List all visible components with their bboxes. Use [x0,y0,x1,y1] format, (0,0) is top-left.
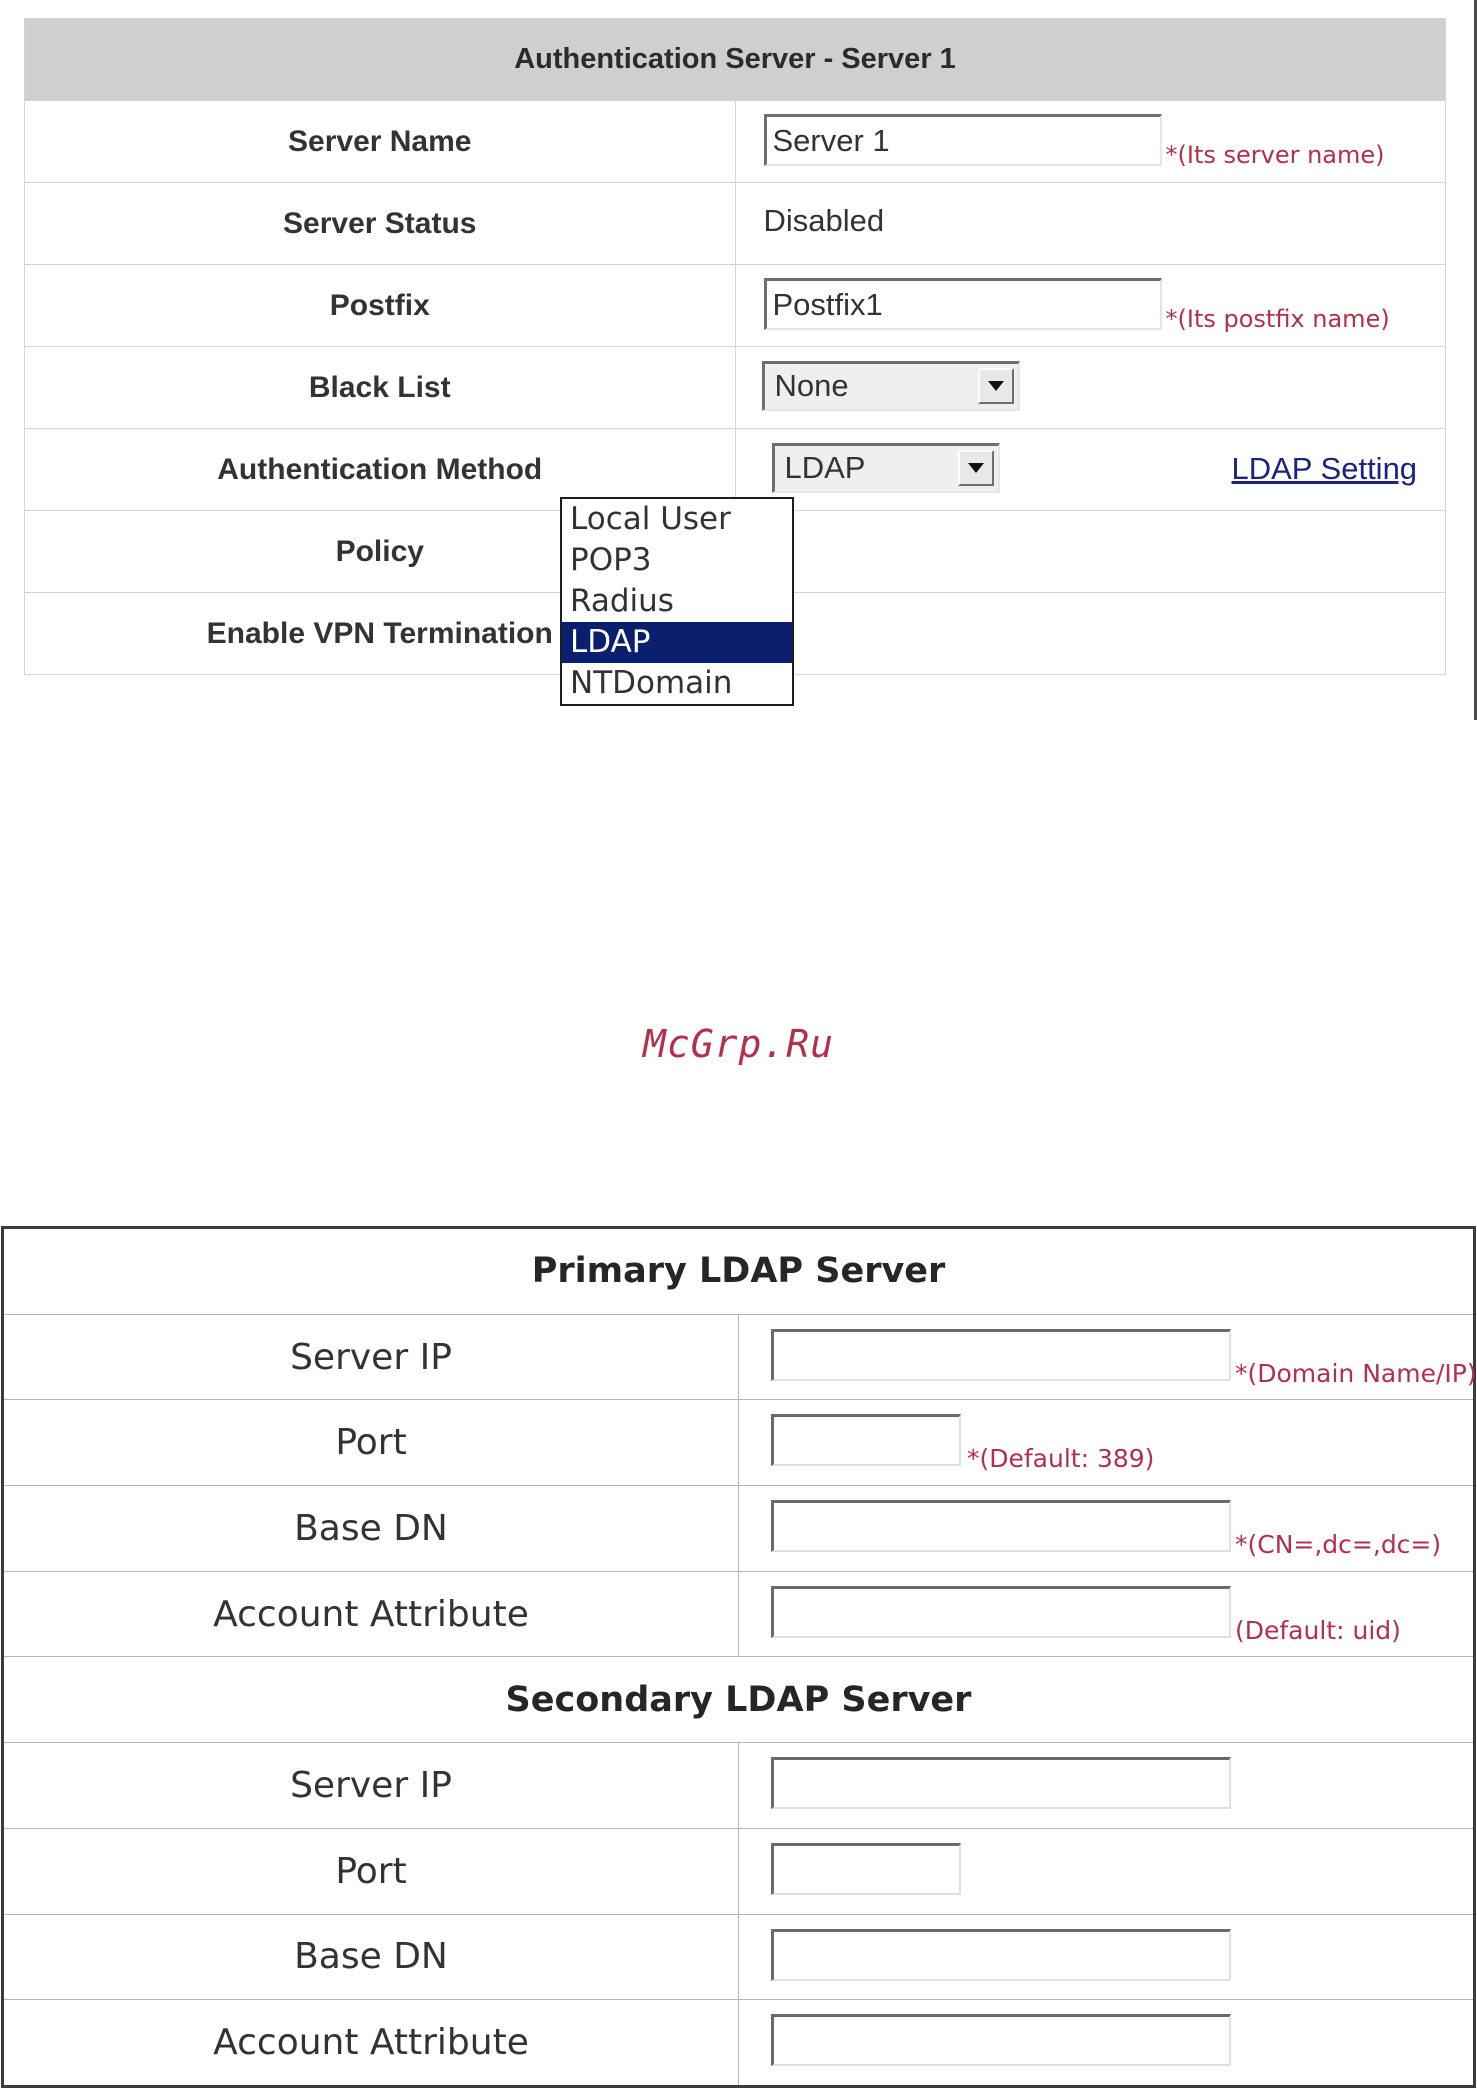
vpn-termination-label: Enable VPN Termination [25,593,736,675]
secondary-server-ip-label: Server IP [3,1743,739,1829]
watermark: McGrp.Ru [642,1022,835,1066]
secondary-base-dn-label: Base DN [3,1914,739,2000]
server-name-hint: *(Its server name) [1165,141,1385,169]
postfix-label: Postfix [25,265,736,347]
secondary-port-label: Port [3,1828,739,1914]
ldap-settings-table [1,1226,1476,2088]
black-list-selected: None [774,368,849,403]
primary-port-hint: *(Default: 389) [967,1444,1155,1474]
auth-method-label: Authentication Method [25,429,736,511]
auth-server-title: Authentication Server - Server 1 [25,19,1446,101]
primary-account-attr-label: Account Attribute [3,1571,739,1657]
primary-base-dn-hint: *(CN=,dc=,dc=) [1235,1530,1442,1560]
server-name-label: Server Name [25,101,736,183]
secondary-base-dn-input[interactable] [771,1929,1231,1981]
server-status-label: Server Status [25,183,736,265]
dropdown-option-radius[interactable]: Radius [570,583,674,619]
primary-base-dn-label: Base DN [3,1486,739,1572]
primary-server-ip-hint: *(Domain Name/IP) [1235,1358,1477,1388]
secondary-account-attr-input[interactable] [771,2014,1231,2066]
auth-method-select[interactable] [772,443,1000,493]
chevron-down-icon[interactable] [958,450,994,486]
server-status-value: Disabled [763,203,885,238]
policy-label: Policy [25,511,736,593]
primary-server-ip-input[interactable] [771,1329,1231,1381]
secondary-server-ip-input[interactable] [771,1757,1231,1809]
postfix-input[interactable] [764,278,1162,330]
primary-port-label: Port [3,1400,739,1486]
dropdown-option-local-user[interactable]: Local User [570,501,731,537]
secondary-port-input[interactable] [771,1843,961,1895]
black-list-label: Black List [25,347,736,429]
secondary-account-attr-label: Account Attribute [3,2000,739,2087]
dropdown-option-pop3[interactable]: POP3 [570,542,652,578]
chevron-down-icon[interactable] [978,368,1014,404]
primary-ldap-title: Primary LDAP Server [3,1228,1475,1315]
secondary-ldap-title: Secondary LDAP Server [3,1657,1475,1743]
postfix-hint: *(Its postfix name) [1165,305,1390,333]
black-list-select[interactable] [762,361,1020,411]
primary-port-input[interactable] [771,1414,961,1466]
primary-account-attr-input[interactable] [771,1586,1231,1638]
server-name-input[interactable] [764,114,1162,166]
primary-account-attr-hint: (Default: uid) [1235,1615,1401,1645]
dropdown-option-ldap[interactable]: LDAP [562,622,792,663]
primary-base-dn-input[interactable] [771,1500,1231,1552]
auth-method-selected: LDAP [784,450,866,485]
ldap-setting-link[interactable]: LDAP Setting [1231,451,1418,486]
auth-method-dropdown-list[interactable] [560,497,794,706]
primary-server-ip-label: Server IP [3,1314,739,1400]
dropdown-option-ntdomain[interactable]: NTDomain [570,665,733,701]
